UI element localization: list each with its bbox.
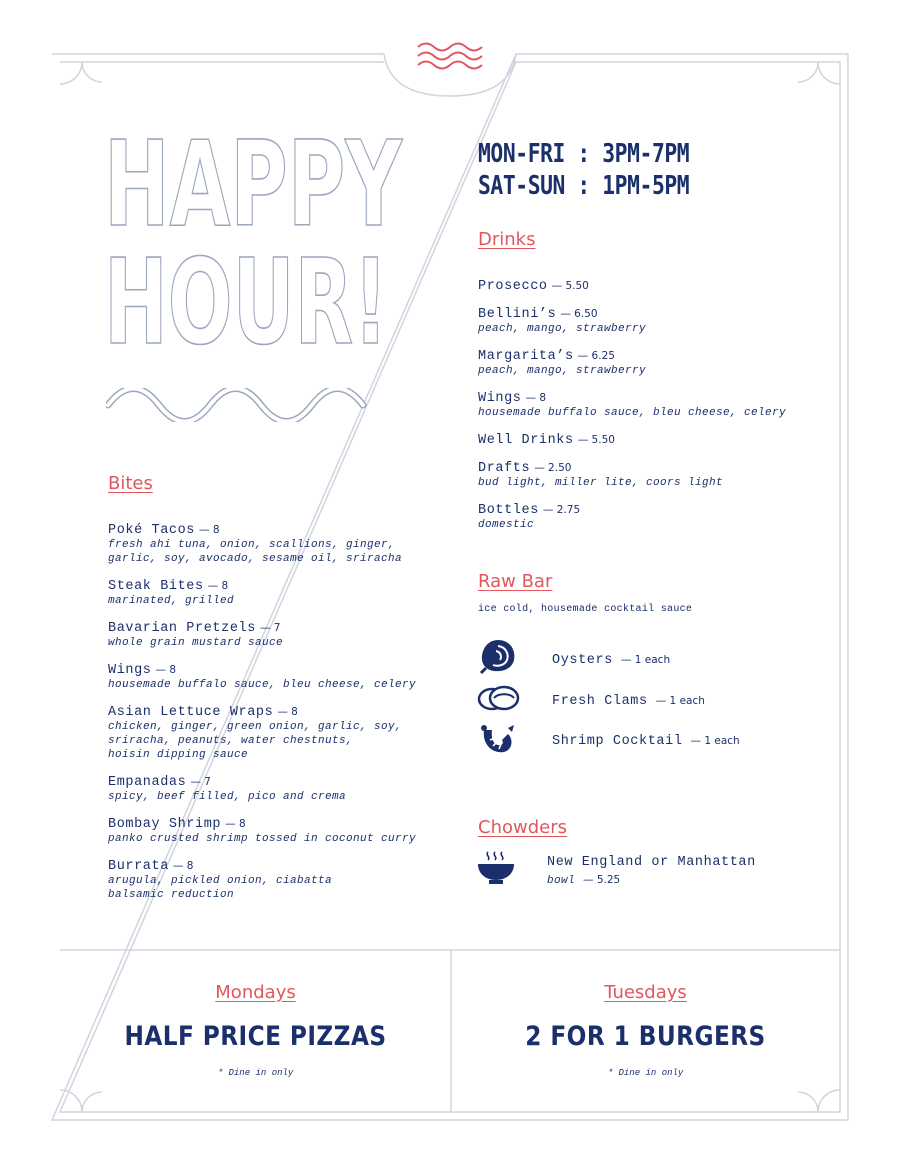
list-item [478, 430, 615, 448]
item-name: Bellini’s [478, 307, 557, 322]
list-item [478, 276, 589, 294]
item-price: — 8 [199, 524, 220, 536]
special-note: * Dine in only [217, 1068, 294, 1078]
chowders-heading: Chowders [478, 817, 567, 838]
special-note: * Dine in only [607, 1068, 684, 1078]
item-name: Wings [478, 391, 522, 406]
item-price: — 8 [525, 392, 547, 404]
chowder-item [547, 855, 756, 888]
item-price: — 8 [155, 664, 177, 676]
list-item [478, 500, 580, 532]
item-price: — 1 each [655, 695, 705, 707]
item-desc: housemade buffalo sauce, bleu cheese, celery [478, 407, 787, 419]
item-name: Bombay Shrimp [108, 817, 222, 832]
item-name: Shrimp Cocktail [552, 734, 683, 749]
shrimp-icon [478, 722, 516, 761]
item-desc: chicken, ginger, green onion, garlic, soy, [108, 721, 403, 733]
item-price: — 8 [172, 860, 194, 872]
item-name: Poké Tacos [108, 523, 196, 538]
special-deal: 2 FOR 1 BURGERS [525, 1021, 766, 1052]
special-day: Mondays [215, 982, 296, 1003]
item-size: bowl [547, 875, 576, 887]
item-name: Bottles [478, 503, 539, 518]
item-name: Bavarian Pretzels [108, 621, 256, 636]
item-desc: balsamic reduction [108, 889, 235, 901]
special-monday [60, 982, 451, 1078]
list-item [108, 618, 283, 650]
item-name: Drafts [478, 461, 531, 476]
wave-decoration [106, 388, 384, 422]
item-desc: marinated, grilled [108, 595, 235, 607]
drinks-list [478, 276, 818, 536]
list-item [108, 660, 416, 692]
list-item [108, 520, 402, 566]
item-price: — 2.75 [542, 504, 581, 516]
item-price: — 2.50 [534, 462, 572, 474]
item-price: — 5.50 [551, 280, 589, 292]
item-name: Fresh Clams [552, 694, 648, 709]
item-price: — 8 [207, 580, 229, 592]
title-line-happy: HAPPY [104, 125, 404, 253]
hours-weekend: SAT-SUN : 1PM-5PM [478, 171, 690, 201]
item-price: — 5.25 [583, 874, 621, 886]
raw-bar-subtitle: ice cold, housemade cocktail sauce [478, 604, 693, 615]
item-name: Well Drinks [478, 433, 574, 448]
oyster-icon [478, 638, 518, 679]
item-desc: whole grain mustard sauce [108, 637, 284, 649]
drinks-heading: Drinks [478, 229, 536, 250]
item-price: — 1 each [620, 654, 671, 666]
list-item [108, 814, 416, 846]
soup-bowl-icon [476, 850, 516, 891]
happy-hour-title [100, 125, 410, 355]
item-price: — 8 [225, 818, 246, 830]
item-name: Prosecco [478, 279, 548, 294]
item-price: — 8 [277, 706, 298, 718]
clam-icon [476, 684, 522, 717]
raw-bar-item [552, 731, 740, 749]
item-desc: arugula, pickled onion, ciabatta [108, 875, 333, 887]
item-price: — 6.25 [577, 350, 615, 362]
list-item [478, 346, 646, 378]
item-name: Steak Bites [108, 579, 204, 594]
item-name: Oysters [552, 653, 613, 668]
item-price: — 7 [259, 622, 281, 634]
item-desc: domestic [478, 519, 535, 531]
bites-heading: Bites [108, 473, 153, 494]
hours-block [478, 138, 736, 202]
special-day: Tuesdays [604, 982, 687, 1003]
special-tuesday [451, 982, 840, 1078]
raw-bar-item [552, 650, 670, 668]
list-item [108, 702, 402, 762]
item-desc: fresh ahi tuna, onion, scallions, ginger, [108, 539, 396, 551]
item-desc: peach, mango, strawberry [478, 365, 647, 377]
item-desc: panko crusted shrimp tossed in coconut curry [108, 833, 417, 845]
item-price: — 6.50 [560, 308, 598, 320]
item-price: — 5.50 [577, 434, 615, 446]
item-name: New England or Manhattan [547, 855, 756, 870]
item-desc: hoisin dipping sauce [108, 749, 249, 761]
item-name: Empanadas [108, 775, 187, 790]
item-name: Burrata [108, 859, 169, 874]
item-name: Wings [108, 663, 152, 678]
list-item [478, 458, 723, 490]
item-price: — 7 [190, 776, 211, 788]
item-desc: spicy, beef filled, pico and crema [108, 791, 347, 803]
list-item [478, 304, 646, 336]
item-desc: sriracha, peanuts, water chestnuts, [108, 735, 354, 747]
list-item [108, 856, 332, 902]
bites-list [108, 520, 448, 910]
raw-bar-heading: Raw Bar [478, 571, 553, 592]
hours-weekday: MON-FRI : 3PM-7PM [478, 139, 690, 169]
item-name: Asian Lettuce Wraps [108, 705, 274, 720]
list-item [108, 772, 346, 804]
title-line-hour: HOUR! [104, 233, 388, 355]
list-item [478, 388, 786, 420]
raw-bar-item [552, 691, 705, 709]
item-desc: housemade buffalo sauce, bleu cheese, celery [108, 679, 417, 691]
item-name: Margarita’s [478, 349, 574, 364]
item-desc: garlic, soy, avocado, sesame oil, sriracha [108, 553, 403, 565]
list-item [108, 576, 234, 608]
special-deal: HALF PRICE PIZZAS [124, 1021, 387, 1052]
item-desc: peach, mango, strawberry [478, 323, 647, 335]
item-desc: bud light, miller lite, coors light [478, 477, 724, 489]
item-price: — 1 each [690, 735, 740, 747]
